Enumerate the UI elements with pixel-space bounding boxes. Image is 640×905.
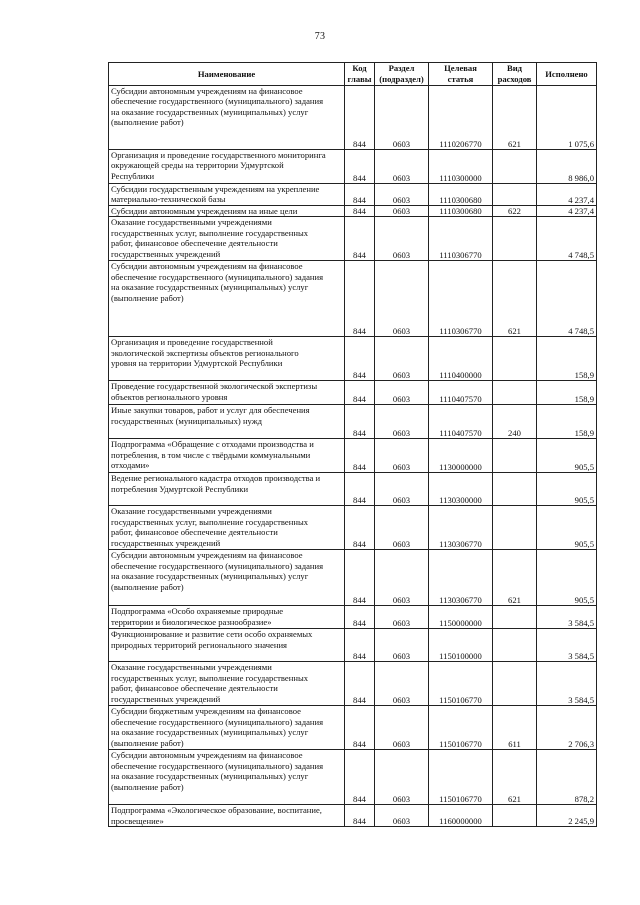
table-cell-code: 844 <box>345 750 375 805</box>
table-cell-article: 1110400000 <box>429 337 493 381</box>
table-cell-amount: 158,9 <box>537 337 597 381</box>
table-cell-name: Иные закупки товаров, работ и услуг для обеспечения государственных (муниципальных) нужд <box>109 405 345 439</box>
table-cell-article: 1150106770 <box>429 706 493 750</box>
table-cell-type <box>493 150 537 184</box>
table-cell-section: 0603 <box>375 606 429 629</box>
table-cell-section: 0603 <box>375 805 429 827</box>
table-cell-type <box>493 629 537 662</box>
table-header-row <box>109 63 597 86</box>
header-section: Раздел (подраздел) <box>375 63 429 86</box>
table-cell-amount: 158,9 <box>537 405 597 439</box>
table-row <box>109 550 597 606</box>
budget-table <box>108 62 597 827</box>
table-cell-amount: 2 245,9 <box>537 805 597 827</box>
table-cell-name: Подпрограмма «Обращение с отходами производства и потребления, в том числе с твёрдыми коммунальными отходами» <box>109 439 345 473</box>
table-cell-section: 0603 <box>375 706 429 750</box>
table-cell-section: 0603 <box>375 405 429 439</box>
table-cell-type: 621 <box>493 261 537 337</box>
table-cell-code: 844 <box>345 550 375 606</box>
table-cell-code: 844 <box>345 506 375 550</box>
table-cell-amount: 8 986,0 <box>537 150 597 184</box>
table-cell-amount: 878,2 <box>537 750 597 805</box>
table-cell-name: Субсидии автономным учреждениям на иные цели <box>109 206 345 217</box>
table-cell-amount: 4 748,5 <box>537 217 597 261</box>
table-row <box>109 405 597 439</box>
table-cell-article: 1130000000 <box>429 439 493 473</box>
table-cell-name: Подпрограмма «Особо охраняемые природные территории и биологическое разнообразие» <box>109 606 345 629</box>
table-cell-name: Подпрограмма «Экологическое образование, воспитание, просвещение» <box>109 805 345 827</box>
table-cell-article: 1150106770 <box>429 662 493 706</box>
table-cell-type <box>493 381 537 405</box>
table-cell-section: 0603 <box>375 750 429 805</box>
table-cell-code: 844 <box>345 662 375 706</box>
table-cell-code: 844 <box>345 706 375 750</box>
table-cell-section: 0603 <box>375 506 429 550</box>
table-cell-section: 0603 <box>375 150 429 184</box>
table-cell-amount: 4 237,4 <box>537 184 597 206</box>
table-cell-code: 844 <box>345 629 375 662</box>
table-row <box>109 184 597 206</box>
table-cell-name: Субсидии автономным учреждениям на финансовое обеспечение государственного (муниципального) задания на оказание государственных (муниципальных) услуг (выполнение работ) <box>109 86 345 150</box>
table-cell-amount: 4 237,4 <box>537 206 597 217</box>
table-cell-type <box>493 506 537 550</box>
table-row <box>109 473 597 506</box>
table-cell-section: 0603 <box>375 206 429 217</box>
table-cell-name: Субсидии автономным учреждениям на финансовое обеспечение государственного (муниципального) задания на оказание государственных (муниципальных) услуг (выполнение работ) <box>109 750 345 805</box>
table-cell-section: 0603 <box>375 261 429 337</box>
table-cell-code: 844 <box>345 805 375 827</box>
header-article: Целевая статья <box>429 63 493 86</box>
table-cell-type <box>493 337 537 381</box>
table-cell-type <box>493 473 537 506</box>
table-cell-article: 1110300680 <box>429 206 493 217</box>
table-row <box>109 206 597 217</box>
table-cell-amount: 905,5 <box>537 439 597 473</box>
table-cell-amount: 4 748,5 <box>537 261 597 337</box>
table-row <box>109 217 597 261</box>
table-cell-amount: 3 584,5 <box>537 606 597 629</box>
table-cell-article: 1110306770 <box>429 217 493 261</box>
table-row <box>109 439 597 473</box>
table-cell-type: 611 <box>493 706 537 750</box>
table-cell-name: Субсидии государственным учреждениям на укрепление материально-технической базы <box>109 184 345 206</box>
table-cell-article: 1150106770 <box>429 750 493 805</box>
table-cell-amount: 3 584,5 <box>537 629 597 662</box>
table-cell-code: 844 <box>345 206 375 217</box>
table-cell-section: 0603 <box>375 439 429 473</box>
table-row <box>109 750 597 805</box>
table-cell-name: Оказание государственными учреждениями государственных услуг, выполнение государственных работ, финансовое обеспечение деятельности государственных учреждений <box>109 217 345 261</box>
table-cell-section: 0603 <box>375 184 429 206</box>
table-cell-name: Ведение регионального кадастра отходов производства и потребления Удмуртской Республики <box>109 473 345 506</box>
table-cell-name: Субсидии автономным учреждениям на финансовое обеспечение государственного (муниципального) задания на оказание государственных (муниципальных) услуг (выполнение работ) <box>109 261 345 337</box>
table-cell-article: 1110407570 <box>429 381 493 405</box>
table-row <box>109 662 597 706</box>
table-cell-name: Оказание государственными учреждениями государственных услуг, выполнение государственных работ, финансовое обеспечение деятельности государственных учреждений <box>109 506 345 550</box>
table-cell-amount: 3 584,5 <box>537 662 597 706</box>
table-cell-amount: 158,9 <box>537 381 597 405</box>
table-row <box>109 261 597 337</box>
table-cell-type: 621 <box>493 550 537 606</box>
table-cell-code: 844 <box>345 184 375 206</box>
table-cell-type <box>493 217 537 261</box>
table-row <box>109 506 597 550</box>
table-cell-section: 0603 <box>375 381 429 405</box>
table-cell-type <box>493 184 537 206</box>
table-cell-section: 0603 <box>375 662 429 706</box>
table-cell-article: 1110300680 <box>429 184 493 206</box>
table-cell-amount: 905,5 <box>537 506 597 550</box>
table-cell-code: 844 <box>345 405 375 439</box>
table-cell-article: 1160000000 <box>429 805 493 827</box>
table-row <box>109 381 597 405</box>
table-row <box>109 337 597 381</box>
table-row <box>109 606 597 629</box>
table-row <box>109 805 597 827</box>
table-cell-code: 844 <box>345 86 375 150</box>
table-cell-section: 0603 <box>375 629 429 662</box>
table-cell-name: Организация и проведение государственной экологической экспертизы объектов регионального уровня на территории Удмуртской Республики <box>109 337 345 381</box>
table-row <box>109 150 597 184</box>
table-cell-amount: 905,5 <box>537 550 597 606</box>
table-row <box>109 629 597 662</box>
table-cell-section: 0603 <box>375 337 429 381</box>
table-cell-name: Оказание государственными учреждениями государственных услуг, выполнение государственных работ, финансовое обеспечение деятельности государственных учреждений <box>109 662 345 706</box>
table-cell-article: 1110206770 <box>429 86 493 150</box>
table-row <box>109 706 597 750</box>
table-cell-article: 1110306770 <box>429 261 493 337</box>
table-cell-amount: 2 706,3 <box>537 706 597 750</box>
table-cell-section: 0603 <box>375 217 429 261</box>
table-cell-type: 621 <box>493 750 537 805</box>
table-cell-article: 1110407570 <box>429 405 493 439</box>
header-type: Вид расходов <box>493 63 537 86</box>
table-cell-code: 844 <box>345 439 375 473</box>
page-number: 73 <box>314 31 326 42</box>
table-cell-type <box>493 662 537 706</box>
table-cell-section: 0603 <box>375 86 429 150</box>
table-cell-type: 622 <box>493 206 537 217</box>
table-cell-section: 0603 <box>375 550 429 606</box>
table-cell-type: 621 <box>493 86 537 150</box>
table-cell-article: 1130306770 <box>429 550 493 606</box>
table-cell-article: 1130300000 <box>429 473 493 506</box>
table-cell-name: Субсидии автономным учреждениям на финансовое обеспечение государственного (муниципального) задания на оказание государственных (муниципальных) услуг (выполнение работ) <box>109 550 345 606</box>
table-cell-article: 1150000000 <box>429 606 493 629</box>
header-name: Наименование <box>109 63 345 86</box>
table-cell-amount: 1 075,6 <box>537 86 597 150</box>
header-code: Код главы <box>345 63 375 86</box>
header-executed: Исполнено <box>537 63 597 86</box>
table-cell-type <box>493 439 537 473</box>
table-cell-code: 844 <box>345 337 375 381</box>
table-cell-name: Субсидии бюджетным учреждениям на финансовое обеспечение государственного (муниципального) задания на оказание государственных (муниципальных) услуг (выполнение работ) <box>109 706 345 750</box>
table-cell-code: 844 <box>345 606 375 629</box>
table-cell-code: 844 <box>345 261 375 337</box>
table-cell-type: 240 <box>493 405 537 439</box>
table-cell-type <box>493 805 537 827</box>
table-body <box>109 86 597 827</box>
table-cell-article: 1130306770 <box>429 506 493 550</box>
table-cell-article: 1150100000 <box>429 629 493 662</box>
table-cell-amount: 905,5 <box>537 473 597 506</box>
table-cell-code: 844 <box>345 217 375 261</box>
table-cell-code: 844 <box>345 473 375 506</box>
table-cell-code: 844 <box>345 381 375 405</box>
table-cell-type <box>493 606 537 629</box>
table-cell-section: 0603 <box>375 473 429 506</box>
table-cell-article: 1110300000 <box>429 150 493 184</box>
table-cell-name: Функционирование и развитие сети особо охраняемых природных территорий регионального значения <box>109 629 345 662</box>
table-cell-name: Организация и проведение государственного мониторинга окружающей среды на территории Удмуртской Республики <box>109 150 345 184</box>
table-cell-code: 844 <box>345 150 375 184</box>
table-cell-name: Проведение государственной экологической экспертизы объектов регионального уровня <box>109 381 345 405</box>
table-row <box>109 86 597 150</box>
